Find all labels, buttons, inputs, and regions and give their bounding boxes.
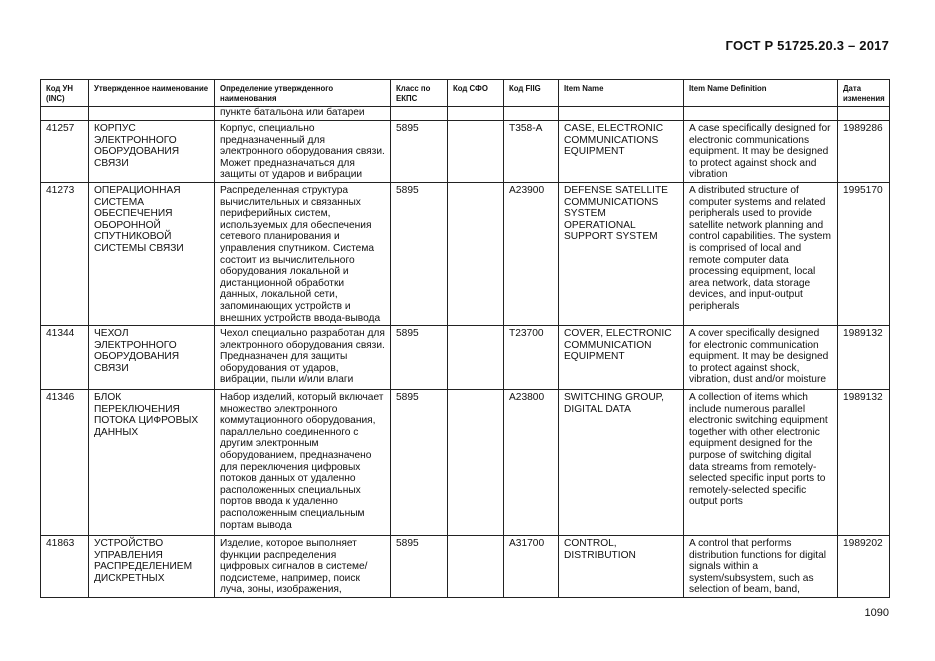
- items-table: [40, 79, 890, 598]
- cell-definition: Корпус, специально предназначенный для электронного оборудования связи. Может предназначаться для защиты от ударов и вибрации: [215, 121, 391, 183]
- page-number: 1090: [864, 607, 889, 619]
- table-header-row: [41, 80, 890, 107]
- cell-item-definition: A distributed structure of computer systems and related peripherals used to provide satellite network planning and control capabilities. The system is comprised of local and remote computer data processing equipment, local area network, data storage devices, and input-output peripherals: [684, 182, 838, 325]
- cell-fiig-code: А23800: [504, 390, 559, 536]
- cell-item-definition: A collection of items which include numerous parallel electronic switching equipment together with other electronic equipment designed for the purpose of switching digital data streams from remotely-selected specific input ports to remotely-selected specific output ports: [684, 390, 838, 536]
- cell-change-date: 1989286: [838, 121, 890, 183]
- cell-sfo-code: [448, 182, 504, 325]
- cell-approved-name: ЧЕХОЛ ЭЛЕКТРОННОГО ОБОРУДОВАНИЯ СВЯЗИ: [89, 326, 215, 390]
- table-row: [41, 121, 890, 183]
- cell-item-name: COVER, ELECTRONIC COMMUNICATION EQUIPMENT: [559, 326, 684, 390]
- cell-empty: [448, 107, 504, 121]
- cell-empty: [684, 107, 838, 121]
- cell-change-date: 1989202: [838, 536, 890, 598]
- cell-item-definition: A control that performs distribution functions for digital signals within a system/subsystem, such as selection of beam, band,: [684, 536, 838, 598]
- cell-inc-code: 41346: [41, 390, 89, 536]
- cell-fiig-code: Т358-А: [504, 121, 559, 183]
- header-item-name: Item Name: [559, 80, 684, 107]
- cell-continuation-definition: пункте батальона или батареи: [215, 107, 391, 121]
- cell-change-date: 1989132: [838, 326, 890, 390]
- table-row: [41, 536, 890, 598]
- cell-item-name: SWITCHING GROUP, DIGITAL DATA: [559, 390, 684, 536]
- document-standard-title: ГОСТ Р 51725.20.3 – 2017: [725, 38, 889, 53]
- cell-fiig-code: А31700: [504, 536, 559, 598]
- cell-ekps-class: 5895: [391, 536, 448, 598]
- cell-ekps-class: 5895: [391, 326, 448, 390]
- cell-sfo-code: [448, 536, 504, 598]
- cell-ekps-class: 5895: [391, 182, 448, 325]
- cell-ekps-class: 5895: [391, 121, 448, 183]
- cell-empty: [504, 107, 559, 121]
- table-row: [41, 182, 890, 325]
- header-change-date: Дата изменения: [838, 80, 890, 107]
- cell-item-definition: A cover specifically designed for electronic communication equipment. It may be designed to protect against shock, vibration, dust and/or moisture: [684, 326, 838, 390]
- cell-fiig-code: А23900: [504, 182, 559, 325]
- cell-empty: [838, 107, 890, 121]
- cell-ekps-class: 5895: [391, 390, 448, 536]
- cell-sfo-code: [448, 326, 504, 390]
- cell-change-date: 1989132: [838, 390, 890, 536]
- header-approved-name: Утвержденное наименование: [89, 80, 215, 107]
- cell-definition: Изделие, которое выполняет функции распределения цифровых сигналов в системе/подсистеме, например, поиск луча, зоны, изображения,: [215, 536, 391, 598]
- header-ekps-class: Класс по ЕКПС: [391, 80, 448, 107]
- cell-item-name: DEFENSE SATELLITE COMMUNICATIONS SYSTEM OPERATIONAL SUPPORT SYSTEM: [559, 182, 684, 325]
- table-row: [41, 326, 890, 390]
- cell-definition: Чехол специально разработан для электронного оборудования связи. Предназначен для защиты оборудования от ударов, вибрации, пыли и/или влаги: [215, 326, 391, 390]
- cell-definition: Распределенная структура вычислительных и связанных периферийных систем, используемых для обеспечения сетевого планирования и управления спутником. Система состоит из вычислительного оборудования локальной и дистанционной обработки данных, локальной сети, запоминающих устройств и внешних устройств ввода-вывода: [215, 182, 391, 325]
- cell-definition: Набор изделий, который включает множество электронного коммутационного оборудования, параллельно соединенного с другим электронным оборудованием, предназначено для переключения цифровых потоков данных от удаленно расположенных специальных портов ввода к удаленно расположенным специальным портам вывода: [215, 390, 391, 536]
- cell-item-name: CASE, ELECTRONIC COMMUNICATIONS EQUIPMENT: [559, 121, 684, 183]
- cell-inc-code: 41257: [41, 121, 89, 183]
- cell-inc-code: 41344: [41, 326, 89, 390]
- cell-inc-code: 41863: [41, 536, 89, 598]
- cell-empty: [559, 107, 684, 121]
- header-sfo-code: Код СФО: [448, 80, 504, 107]
- header-definition: Определение утвержденного наименования: [215, 80, 391, 107]
- cell-fiig-code: Т23700: [504, 326, 559, 390]
- cell-sfo-code: [448, 390, 504, 536]
- cell-empty: [89, 107, 215, 121]
- cell-approved-name: БЛОК ПЕРЕКЛЮЧЕНИЯ ПОТОКА ЦИФРОВЫХ ДАННЫХ: [89, 390, 215, 536]
- cell-sfo-code: [448, 121, 504, 183]
- cell-change-date: 1995170: [838, 182, 890, 325]
- table-row-continuation: [41, 107, 890, 121]
- cell-approved-name: УСТРОЙСТВО УПРАВЛЕНИЯ РАСПРЕДЕЛЕНИЕМ ДИСКРЕТНЫХ: [89, 536, 215, 598]
- cell-approved-name: ОПЕРАЦИОННАЯ СИСТЕМА ОБЕСПЕЧЕНИЯ ОБОРОННОЙ СПУТНИКОВОЙ СИСТЕМЫ СВЯЗИ: [89, 182, 215, 325]
- header-fiig-code: Код FIIG: [504, 80, 559, 107]
- cell-empty: [391, 107, 448, 121]
- cell-approved-name: КОРПУС ЭЛЕКТРОННОГО ОБОРУДОВАНИЯ СВЯЗИ: [89, 121, 215, 183]
- cell-item-name: CONTROL, DISTRIBUTION: [559, 536, 684, 598]
- table-row: [41, 390, 890, 536]
- cell-inc-code: 41273: [41, 182, 89, 325]
- cell-empty: [41, 107, 89, 121]
- cell-item-definition: A case specifically designed for electronic communications equipment. It may be designed to protect against shock and vibration: [684, 121, 838, 183]
- header-inc-code: Код УН (INC): [41, 80, 89, 107]
- header-item-definition: Item Name Definition: [684, 80, 838, 107]
